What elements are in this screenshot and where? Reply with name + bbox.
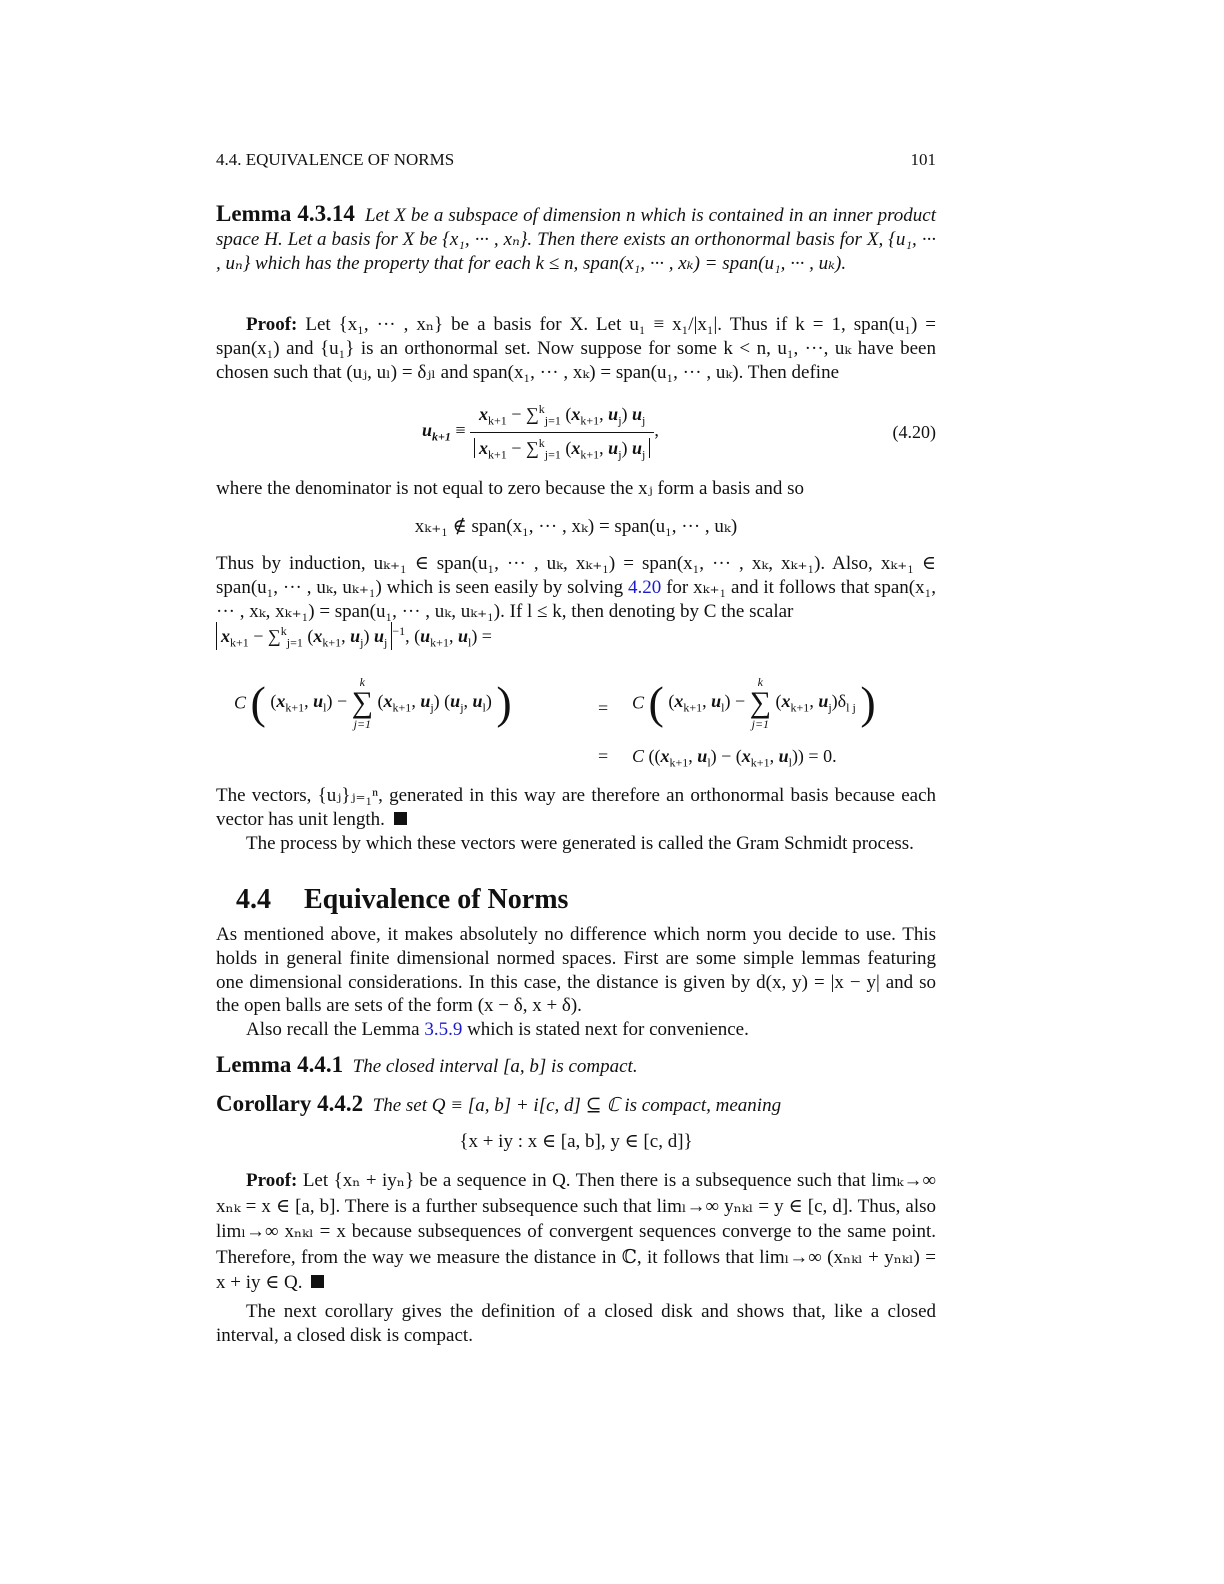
corollary-statement: The set Q ≡ [a, b] + i[c, d] ⊆ ℂ is compact, meaning — [372, 1095, 782, 1116]
lemma-4-4-1 — [216, 1053, 936, 1079]
proof-label: Proof: — [246, 1170, 298, 1191]
gram-schmidt-sentence: The process by which these vectors were generated is called the Gram Schmidt process. — [246, 833, 914, 854]
not-in-span-display: xₖ₊₁ ∉ span(x₁, ··· , xₖ) = span(u₁, ··· , uₖ) — [414, 516, 738, 537]
lemma-label: Lemma 4.4.1 — [216, 1052, 344, 1077]
qed-square-icon — [394, 812, 407, 825]
lemma-4-3-14 — [216, 202, 936, 275]
equation-tag: (4.20) — [892, 422, 936, 442]
proof-text: Let {xₙ + iyₙ} be a sequence in Q. Then there is a subsequence such that limₖ→∞ xₙₖ = x ∈ [a, b]. There is a further subsequence such that limₗ→∞ yₙₖₗ = y ∈ [c, d]. Thus, also limₗ→∞ xₙₖₗ = x because subsequences of convergent sequences converge to the same point. Therefore, from the way we measure the distance in ℂ, it follows that limₗ→∞ (xₙₖₗ + yₙₖₗ) = x + iy ∈ Q. — [216, 1170, 936, 1294]
induction-text-1: Thus by induction, uₖ₊₁ ∈ span(u₁, ··· , uₖ, xₖ₊₁) = span(x₁, ··· , xₖ, xₖ₊₁). Also, xₖ₊₁ ∈ span(u₁, ··· , uₖ, uₖ₊₁) which is seen easily by solving — [216, 553, 936, 598]
proof-text: Let {x₁, ··· , xₙ} be a basis for X. Let u₁ ≡ x₁/|x₁|. Thus if k = 1, span(u₁) = span(x₁) and {u₁} is an orthonormal set. Now suppose for some k < n, u₁, ···, uₖ have been chosen such that (uⱼ, uₗ) = δⱼₗ and span(x₁, ··· , xₖ) = span(u₁, ··· , uₖ). Then define — [216, 314, 936, 383]
derivation-lhs: C ( ($x_{k+1}$, $u_l$) − k ∑ j=1 ($x_{k+1}$, $u_j$) ($u_j$, $u_l$) ) — [234, 675, 512, 731]
derivation-rhs-1: C ( ($x_{k+1}$, $u_l$) − k ∑ j=1 ($x_{k+1}$, $u_j)\delta_{l j}$ ) — [632, 675, 876, 731]
lemma-statement: Let X be a subspace of dimension n which is contained in an inner product space H. Let a basis for X be {x₁, ··· , xₙ}. Then there exists an orthonormal basis for X, {u₁, ··· , uₙ} which has the property that for each k ≤ n, span(x₁, ··· , xₖ) = span(u₁, ··· , uₖ). — [216, 205, 937, 274]
closing-paragraph: The next corollary gives the definition of a closed disk and shows that, like a closed interval, a closed disk is compact. — [216, 1301, 936, 1346]
section-number: 4.4 — [236, 884, 271, 915]
derivation-rhs-2: C (($x_{k+1}$, $u_l) - (x_{k+1}$, $u_l)) = 0$. — [632, 746, 837, 770]
proof-paragraph-2 — [216, 1168, 936, 1296]
scalar-c-expression: $x_{k+1} - \sum^k_{j=1}$ ($x_{k+1}$, $u_j$) $u_j^{-1}$, ($u_{k+1}$, $u_l$) = — [216, 624, 492, 651]
corollary-4-4-2 — [216, 1092, 936, 1118]
equation-body: $u_{k+1}$ ≡ $\frac{x_{k+1} - \sum^k_{j=1} (x_{k+1}, u_j) u_j}{x_{k+1} - \sum^k_{j=1} (x_{k+1}, u_j) u_j}$ , — [422, 402, 659, 462]
page-number: 101 — [910, 150, 936, 169]
lemma-statement: The closed interval [a, b] is compact. — [352, 1056, 638, 1077]
qed-square-icon — [311, 1275, 324, 1288]
section-title: Equivalence of Norms — [304, 884, 569, 915]
induction-text-2: for xₖ₊₁ and it follows that span(x₁, ··· , xₖ, xₖ₊₁) = span(u₁, ··· , uₖ, uₖ₊₁). If l ≤ k, then denoting by C the scalar — [216, 576, 936, 622]
recall-paragraph — [216, 1018, 936, 1042]
equation-4-20 — [216, 402, 936, 474]
lemma-label: Lemma 4.3.14 — [216, 201, 355, 226]
proof-paragraph — [216, 313, 936, 384]
vectors-text: The vectors, {uⱼ}ⱼ₌₁ⁿ, generated in this way are therefore an orthonormal basis because each vector has unit length. — [216, 785, 936, 830]
running-header — [216, 150, 936, 170]
section-heading — [236, 884, 568, 916]
denominator-note: where the denominator is not equal to zero because the xⱼ form a basis and so — [216, 478, 805, 499]
recall-text-post: which is stated next for convenience. — [462, 1019, 749, 1040]
induction-paragraph — [216, 552, 936, 623]
running-title: 4.4. EQUIVALENCE OF NORMS — [216, 150, 455, 169]
gram-schmidt-fraction: $\frac{x_{k+1} - \sum^k_{j=1} (x_{k+1}, u_j) u_j}{x_{k+1} - \sum^k_{j=1} (x_{k+1}, u_j) u_j}$ — [470, 402, 654, 462]
section-paragraph: As mentioned above, it makes absolutely no difference which norm you decide to use. This holds in general finite dimensional normed spaces. First are some simple lemmas featuring one dimensional considerations. In this case, the distance is given by d(x, y) = |x − y| and so the open balls are sets of the form (x − δ, x + δ). — [216, 924, 936, 1017]
equation-ref-link[interactable]: 4.20 — [627, 576, 662, 598]
lemma-ref-link[interactable]: 3.5.9 — [424, 1019, 463, 1040]
vectors-paragraph — [216, 784, 936, 832]
set-display: {x + iy : x ∈ [a, b], y ∈ [c, d]} — [459, 1131, 693, 1152]
proof-label: Proof: — [246, 314, 298, 335]
inner-product-derivation: C ( ($x_{k+1}$, $u_l$) − k ∑ j=1 ($x_{k+1}$, $u_j$) ($u_j$, $u_l$) ) = C ( ($x_{k+1}$, $u_l$) − k ∑ j=1 ($x_{k+1}$, $u_j)\delta_{l j}$ ) = C (($x_{k+1}$, $u_l) - (x_{k+1}$, $u_l)) = 0$. — [234, 675, 876, 770]
recall-text-pre: Also recall the Lemma — [246, 1019, 425, 1040]
corollary-label: Corollary 4.4.2 — [216, 1091, 364, 1116]
